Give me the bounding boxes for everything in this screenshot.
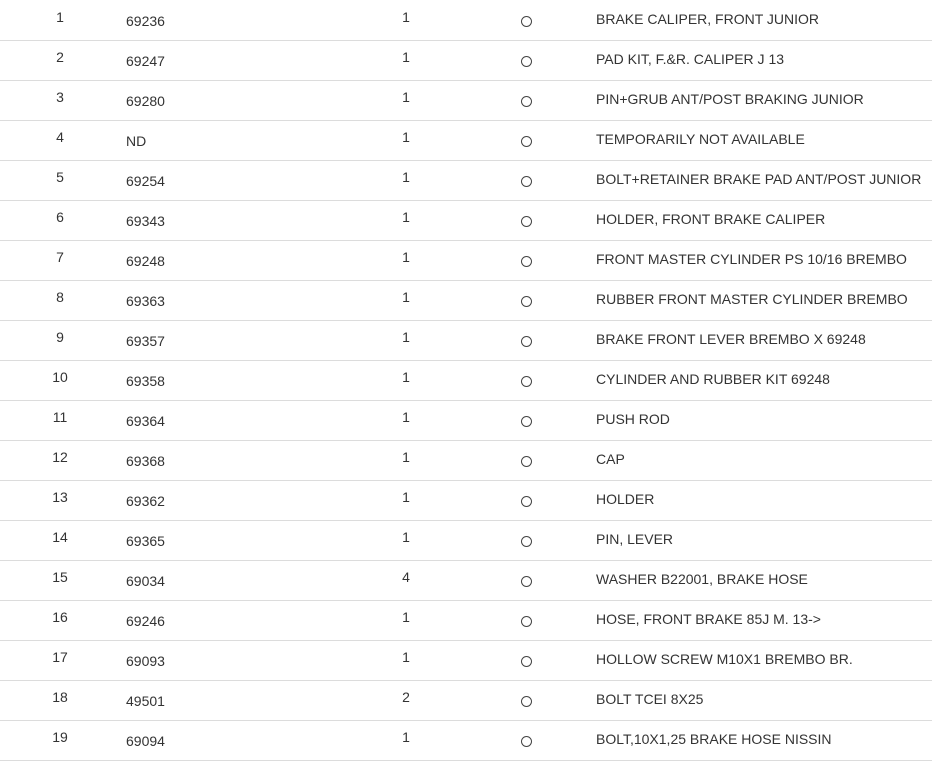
position-cell: 5 — [0, 160, 120, 200]
select-cell — [456, 640, 596, 680]
radio-unchecked-icon[interactable] — [521, 696, 532, 707]
quantity-cell: 1 — [356, 720, 456, 760]
radio-unchecked-icon[interactable] — [521, 496, 532, 507]
description-cell: HOLDER — [596, 480, 932, 520]
part-code-cell: 69246 — [120, 600, 356, 640]
select-cell — [456, 80, 596, 120]
radio-unchecked-icon[interactable] — [521, 616, 532, 627]
position-cell: 10 — [0, 360, 120, 400]
table-row — [0, 640, 932, 680]
part-code-cell: 69094 — [120, 720, 356, 760]
radio-unchecked-icon[interactable] — [521, 296, 532, 307]
description-cell: HOLDER, FRONT BRAKE CALIPER — [596, 200, 932, 240]
radio-unchecked-icon[interactable] — [521, 656, 532, 667]
position-cell: 3 — [0, 80, 120, 120]
position-cell: 7 — [0, 240, 120, 280]
quantity-cell: 1 — [356, 200, 456, 240]
position-cell: 14 — [0, 520, 120, 560]
radio-unchecked-icon[interactable] — [521, 176, 532, 187]
description-cell: TEMPORARILY NOT AVAILABLE — [596, 120, 932, 160]
description-cell: CYLINDER AND RUBBER KIT 69248 — [596, 360, 932, 400]
select-cell — [456, 680, 596, 720]
part-code-cell: 69358 — [120, 360, 356, 400]
description-cell: WASHER B22001, BRAKE HOSE — [596, 560, 932, 600]
table-row — [0, 120, 932, 160]
radio-unchecked-icon[interactable] — [521, 736, 532, 747]
table-row — [0, 320, 932, 360]
select-cell — [456, 200, 596, 240]
quantity-cell: 1 — [356, 0, 456, 40]
table-row — [0, 440, 932, 480]
part-code-cell: 69368 — [120, 440, 356, 480]
quantity-cell: 2 — [356, 680, 456, 720]
quantity-cell: 1 — [356, 400, 456, 440]
select-cell — [456, 360, 596, 400]
radio-unchecked-icon[interactable] — [521, 216, 532, 227]
select-cell — [456, 280, 596, 320]
table-row — [0, 480, 932, 520]
quantity-cell: 1 — [356, 240, 456, 280]
radio-unchecked-icon[interactable] — [521, 16, 532, 27]
table-row — [0, 720, 932, 760]
table-row — [0, 520, 932, 560]
table-row — [0, 280, 932, 320]
radio-unchecked-icon[interactable] — [521, 416, 532, 427]
radio-unchecked-icon[interactable] — [521, 56, 532, 67]
position-cell: 11 — [0, 400, 120, 440]
table-row — [0, 680, 932, 720]
select-cell — [456, 520, 596, 560]
table-row — [0, 0, 932, 40]
position-cell: 1 — [0, 0, 120, 40]
position-cell: 15 — [0, 560, 120, 600]
description-cell: PIN, LEVER — [596, 520, 932, 560]
part-code-cell: 69280 — [120, 80, 356, 120]
select-cell — [456, 600, 596, 640]
table-row — [0, 80, 932, 120]
position-cell: 2 — [0, 40, 120, 80]
part-code-cell: 69364 — [120, 400, 356, 440]
description-cell: BOLT TCEI 8X25 — [596, 680, 932, 720]
quantity-cell: 1 — [356, 320, 456, 360]
description-cell: HOSE, FRONT BRAKE 85J M. 13-> — [596, 600, 932, 640]
quantity-cell: 1 — [356, 520, 456, 560]
position-cell: 12 — [0, 440, 120, 480]
quantity-cell: 4 — [356, 560, 456, 600]
select-cell — [456, 560, 596, 600]
part-code-cell: 69357 — [120, 320, 356, 360]
description-cell: HOLLOW SCREW M10X1 BREMBO BR. — [596, 640, 932, 680]
description-cell: BOLT+RETAINER BRAKE PAD ANT/POST JUNIOR — [596, 160, 932, 200]
description-cell: PUSH ROD — [596, 400, 932, 440]
table-row — [0, 560, 932, 600]
table-row — [0, 200, 932, 240]
select-cell — [456, 720, 596, 760]
select-cell — [456, 400, 596, 440]
part-code-cell: 69343 — [120, 200, 356, 240]
radio-unchecked-icon[interactable] — [521, 536, 532, 547]
part-code-cell: 69362 — [120, 480, 356, 520]
radio-unchecked-icon[interactable] — [521, 136, 532, 147]
description-cell: BRAKE FRONT LEVER BREMBO X 69248 — [596, 320, 932, 360]
table-row — [0, 360, 932, 400]
select-cell — [456, 480, 596, 520]
description-cell: BOLT,10X1,25 BRAKE HOSE NISSIN — [596, 720, 932, 760]
quantity-cell: 1 — [356, 440, 456, 480]
position-cell: 6 — [0, 200, 120, 240]
quantity-cell: 1 — [356, 600, 456, 640]
description-cell: PIN+GRUB ANT/POST BRAKING JUNIOR — [596, 80, 932, 120]
part-code-cell: 69363 — [120, 280, 356, 320]
part-code-cell: ND — [120, 120, 356, 160]
quantity-cell: 1 — [356, 280, 456, 320]
description-cell: BRAKE CALIPER, FRONT JUNIOR — [596, 0, 932, 40]
part-code-cell: 69236 — [120, 0, 356, 40]
radio-unchecked-icon[interactable] — [521, 576, 532, 587]
quantity-cell: 1 — [356, 480, 456, 520]
table-row — [0, 240, 932, 280]
table-row — [0, 600, 932, 640]
select-cell — [456, 320, 596, 360]
quantity-cell: 1 — [356, 40, 456, 80]
description-cell: RUBBER FRONT MASTER CYLINDER BREMBO — [596, 280, 932, 320]
select-cell — [456, 240, 596, 280]
part-code-cell: 69247 — [120, 40, 356, 80]
select-cell — [456, 440, 596, 480]
select-cell — [456, 40, 596, 80]
quantity-cell: 1 — [356, 640, 456, 680]
table-row — [0, 400, 932, 440]
position-cell: 17 — [0, 640, 120, 680]
select-cell — [456, 0, 596, 40]
part-code-cell: 69248 — [120, 240, 356, 280]
radio-unchecked-icon[interactable] — [521, 256, 532, 267]
position-cell: 4 — [0, 120, 120, 160]
table-row — [0, 160, 932, 200]
table-row — [0, 40, 932, 80]
position-cell: 18 — [0, 680, 120, 720]
quantity-cell: 1 — [356, 120, 456, 160]
select-cell — [456, 160, 596, 200]
select-cell — [456, 120, 596, 160]
part-code-cell: 69034 — [120, 560, 356, 600]
quantity-cell: 1 — [356, 160, 456, 200]
part-code-cell: 69254 — [120, 160, 356, 200]
position-cell: 9 — [0, 320, 120, 360]
radio-unchecked-icon[interactable] — [521, 336, 532, 347]
position-cell: 8 — [0, 280, 120, 320]
quantity-cell: 1 — [356, 360, 456, 400]
radio-unchecked-icon[interactable] — [521, 456, 532, 467]
description-cell: FRONT MASTER CYLINDER PS 10/16 BREMBO — [596, 240, 932, 280]
position-cell: 19 — [0, 720, 120, 760]
part-code-cell: 69093 — [120, 640, 356, 680]
part-code-cell: 49501 — [120, 680, 356, 720]
part-code-cell: 69365 — [120, 520, 356, 560]
radio-unchecked-icon[interactable] — [521, 96, 532, 107]
position-cell: 16 — [0, 600, 120, 640]
description-cell: PAD KIT, F.&R. CALIPER J 13 — [596, 40, 932, 80]
radio-unchecked-icon[interactable] — [521, 376, 532, 387]
description-cell: CAP — [596, 440, 932, 480]
quantity-cell: 1 — [356, 80, 456, 120]
position-cell: 13 — [0, 480, 120, 520]
